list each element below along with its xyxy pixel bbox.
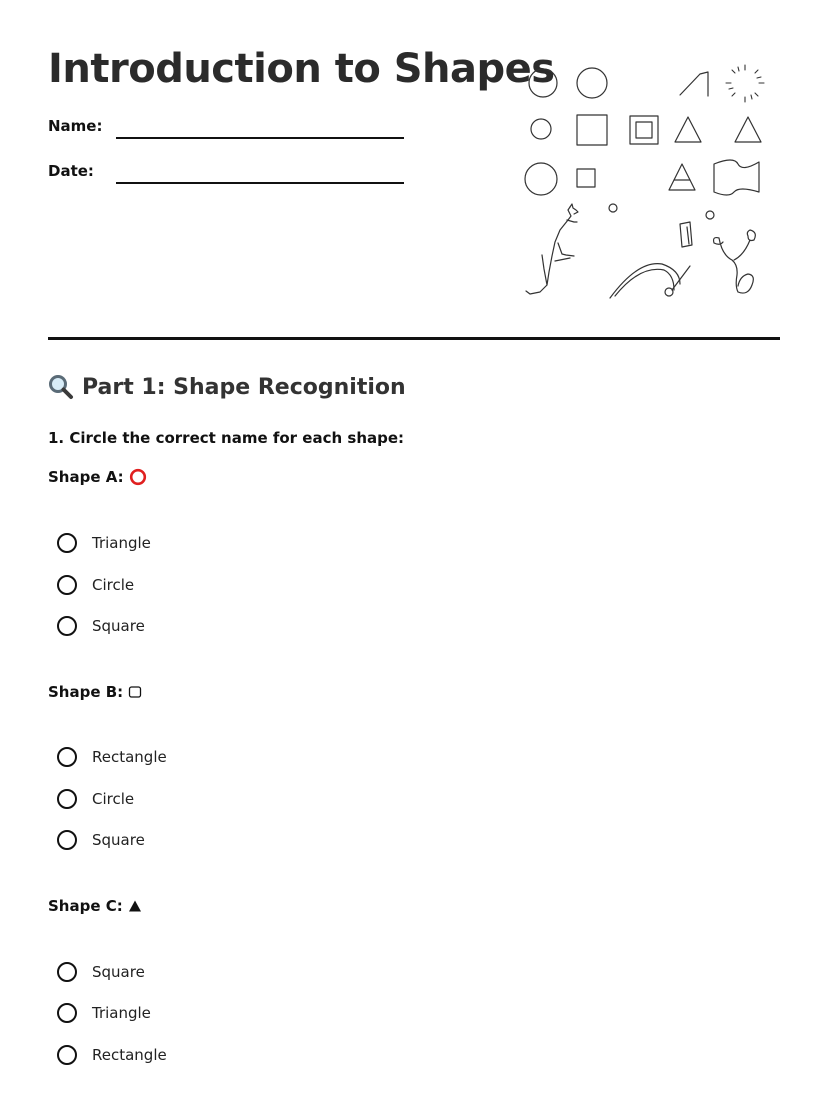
section-title [48, 374, 406, 400]
option-shape-b-rectangle[interactable] [57, 747, 167, 767]
option-shape-b-circle[interactable] [57, 789, 134, 809]
shape-c-label [48, 897, 142, 915]
option-shape-a-square[interactable] [57, 616, 145, 636]
page-title: Introduction to Shapes [48, 46, 555, 92]
section-title-text: Part 1: Shape Recognition [82, 374, 406, 400]
name-field[interactable] [116, 137, 404, 139]
radio-button[interactable] [57, 830, 77, 850]
radio-button[interactable] [57, 533, 77, 553]
option-shape-c-square[interactable] [57, 962, 145, 982]
option-label: Square [92, 617, 145, 635]
square-icon [128, 685, 142, 699]
option-label: Rectangle [92, 1046, 167, 1064]
option-shape-b-square[interactable] [57, 830, 145, 850]
option-label: Rectangle [92, 748, 167, 766]
option-label: Triangle [92, 534, 151, 552]
option-shape-c-rectangle[interactable] [57, 1045, 167, 1065]
triangle-icon [128, 899, 142, 913]
option-shape-c-triangle[interactable] [57, 1003, 151, 1023]
circle-icon [129, 468, 147, 486]
radio-button[interactable] [57, 747, 77, 767]
option-label: Square [92, 831, 145, 849]
option-shape-a-triangle[interactable] [57, 533, 151, 553]
date-field[interactable] [116, 182, 404, 184]
radio-button[interactable] [57, 1003, 77, 1023]
shape-c-label-text: Shape C: [48, 897, 123, 915]
section-divider [48, 337, 780, 340]
shape-b-label-text: Shape B: [48, 683, 124, 701]
radio-button[interactable] [57, 575, 77, 595]
shape-a-label [48, 468, 147, 486]
option-shape-a-circle[interactable] [57, 575, 134, 595]
option-label: Circle [92, 576, 135, 594]
option-label: Square [92, 963, 145, 981]
shape-b-label [48, 683, 142, 701]
radio-button[interactable] [57, 1045, 77, 1065]
shape-a-label-text: Shape A: [48, 468, 124, 486]
shapes-illustration [522, 60, 772, 306]
option-label: Circle [92, 790, 135, 808]
magnifier-icon [48, 374, 74, 400]
question-text: 1. Circle the correct name for each shape: [48, 429, 405, 447]
name-label: Name: [48, 117, 103, 135]
radio-button[interactable] [57, 616, 77, 636]
date-label: Date: [48, 162, 94, 180]
radio-button[interactable] [57, 962, 77, 982]
radio-button[interactable] [57, 789, 77, 809]
option-label: Triangle [92, 1004, 151, 1022]
